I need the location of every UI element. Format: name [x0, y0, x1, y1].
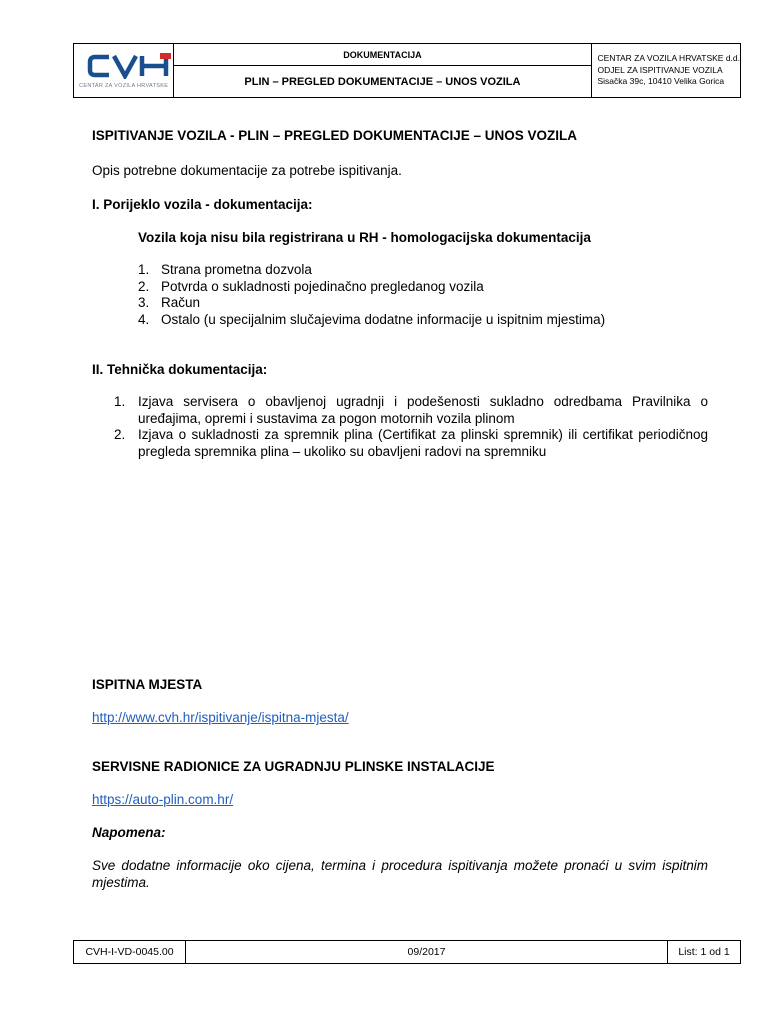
doc-type: DOKUMENTACIJA: [174, 44, 590, 66]
document-footer: [73, 940, 741, 964]
list-item: 2. Potvrda o sukladnosti pojedinačno pregledanog vozila: [138, 278, 484, 294]
org-name: CENTAR ZA VOZILA HRVATSKE d.d.: [597, 53, 740, 63]
header-title-cell: [174, 44, 591, 97]
testing-locations-link[interactable]: http://www.cvh.hr/ispitivanje/ispitna-mjesta/: [92, 710, 349, 725]
org-department: ODJEL ZA ISPITIVANJE VOZILA: [597, 64, 723, 75]
page-number: List: 1 od 1: [678, 946, 730, 958]
testing-locations-heading: ISPITNA MJESTA: [92, 677, 203, 692]
section1-list: [138, 262, 605, 328]
org-address: Sisačka 39c, 10410 Velika Gorica: [597, 76, 725, 86]
service-workshops-link[interactable]: https://auto-plin.com.hr/: [92, 792, 234, 807]
list-item: 1. Izjava servisera o obavljenoj ugradnji i podešenosti sukladno odredbama Pravilnika o uređajima, opremi i sustavima za pogon motornih vozila plinom: [114, 394, 708, 426]
section1-subheading: Vozila koja nisu bila registrirana u RH - homologacijska dokumentacija: [138, 230, 591, 245]
list-item: 4. Ostalo (u specijalnim slučajevima dodatne informacije u ispitnim mjestima): [138, 311, 606, 327]
note-heading: Napomena:: [92, 825, 166, 840]
organization-info: [592, 44, 741, 97]
doc-code: CVH-I-VD-0045.00: [74, 941, 186, 963]
doc-date: 09/2017: [186, 941, 668, 963]
list-item: 1. Strana prometna dozvola: [138, 262, 312, 277]
doc-title: PLIN – PREGLED DOKUMENTACIJE – UNOS VOZILA: [244, 75, 521, 88]
logo-caption: CENTAR ZA VOZILA HRVATSKE: [79, 83, 169, 89]
list-item: 3. Račun: [138, 295, 201, 310]
note-text: Sve dodatne informacije oko cijena, termina i procedura ispitivanja možete pronaći u svim ispitnim mjestima.: [92, 858, 708, 890]
intro-text: Opis potrebne dokumentacije za potrebe ispitivanja.: [92, 163, 402, 178]
main-heading: ISPITIVANJE VOZILA - PLIN – PREGLED DOKUMENTACIJE – UNOS VOZILA: [92, 128, 578, 143]
logo-cell: [74, 44, 174, 97]
section2-heading: II. Tehnička dokumentacija:: [92, 362, 268, 377]
cvh-logo-icon: [87, 53, 171, 79]
section1-heading: I. Porijeklo vozila - dokumentacija:: [92, 197, 313, 212]
list-item: 2. Izjava o sukladnosti za spremnik plina (Certifikat za plinski spremnik) ili certifikat periodičnog pregleda spremnika plina – ukoliko su obavljeni radovi na spremniku: [114, 427, 708, 459]
section2-list: [114, 394, 708, 460]
service-workshops-heading: SERVISNE RADIONICE ZA UGRADNJU PLINSKE INSTALACIJE: [92, 759, 495, 774]
document-header: [73, 43, 741, 98]
